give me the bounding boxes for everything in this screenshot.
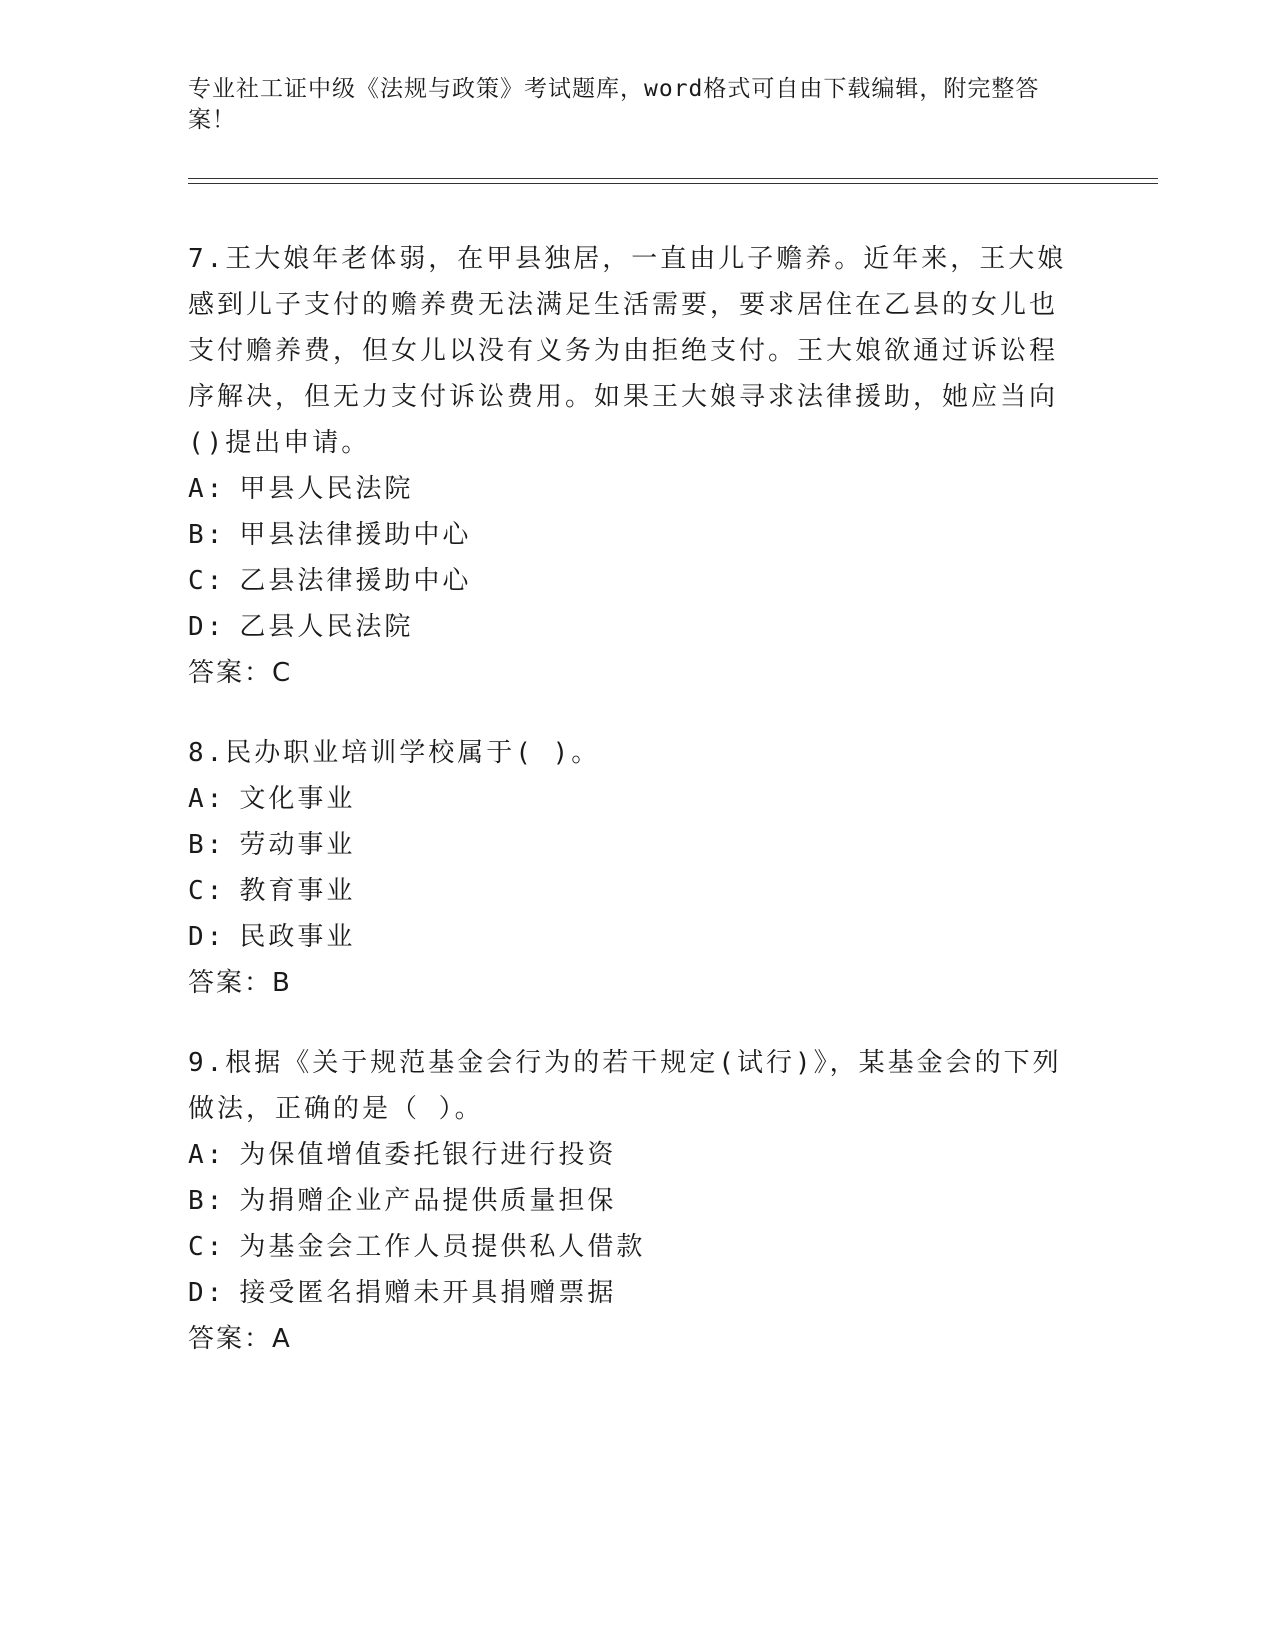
question-stem: 8.民办职业培训学校属于( )。 [188,738,601,768]
option-d [188,914,1068,960]
question-stem: 7.王大娘年老体弱，在甲县独居，一直由儿子赡养。近年来，王大娘感到儿子支付的赡养费无法满足生活需要，要求居住在乙县的女儿也支付赡养费，但女儿以没有义务为由拒绝支付。王大娘欲通过诉讼程序解决，但无力支付诉讼费用。如果王大娘寻求法律援助，她应当向()提出申请。 [188,244,1067,458]
option-b [188,822,1068,868]
option-separator: : [206,1140,226,1170]
answer-line: 答案：C [188,658,293,688]
option-separator: : [206,520,226,550]
option-a [188,776,1068,822]
option-text: 为保值增值委托银行进行投资 [239,1140,617,1170]
option-separator: : [206,474,226,504]
header-divider-top [188,178,1158,179]
option-key: A [188,474,207,504]
answer-line: 答案：B [188,968,292,998]
option-text: 为捐赠企业产品提供质量担保 [239,1186,617,1216]
option-d [188,604,1068,650]
option-b [188,512,1068,558]
option-key: A [188,784,207,814]
question-list [188,236,1068,1396]
option-separator: : [206,922,226,952]
question-item [188,236,1068,696]
option-a [188,466,1068,512]
option-text: 文化事业 [239,784,356,814]
option-c [188,1224,1068,1270]
option-b [188,1178,1068,1224]
option-text: 甲县人民法院 [239,474,414,504]
option-separator: : [206,1278,226,1308]
option-key: B [188,1186,207,1216]
option-separator: : [206,876,226,906]
page-header: 专业社工证中级《法规与政策》考试题库，word格式可自由下载编辑，附完整答案！ [188,76,1040,133]
option-key: A [188,1140,207,1170]
option-c [188,558,1068,604]
option-key: C [188,1232,207,1262]
option-separator: : [206,1186,226,1216]
option-key: D [188,612,207,642]
option-separator: : [206,830,226,860]
option-key: C [188,876,207,906]
option-separator: : [206,612,226,642]
option-separator: : [206,1232,226,1262]
option-key: D [188,1278,207,1308]
option-text: 接受匿名捐赠未开具捐赠票据 [239,1278,617,1308]
option-key: C [188,566,207,596]
option-text: 乙县法律援助中心 [239,566,472,596]
answer-line: 答案：A [188,1324,292,1354]
header-divider-bottom [188,183,1158,184]
option-d [188,1270,1068,1316]
option-separator: : [206,784,226,814]
option-text: 甲县法律援助中心 [239,520,472,550]
option-text: 民政事业 [239,922,356,952]
option-key: D [188,922,207,952]
question-item [188,1040,1068,1362]
question-stem: 9.根据《关于规范基金会行为的若干规定(试行)》，某基金会的下列做法，正确的是（ ）。 [188,1048,1062,1124]
option-key: B [188,830,207,860]
option-separator: : [206,566,226,596]
option-key: B [188,520,207,550]
option-c [188,868,1068,914]
option-text: 为基金会工作人员提供私人借款 [239,1232,646,1262]
option-text: 劳动事业 [239,830,356,860]
option-text: 教育事业 [239,876,356,906]
option-a [188,1132,1068,1178]
question-item [188,730,1068,1006]
option-text: 乙县人民法院 [239,612,414,642]
